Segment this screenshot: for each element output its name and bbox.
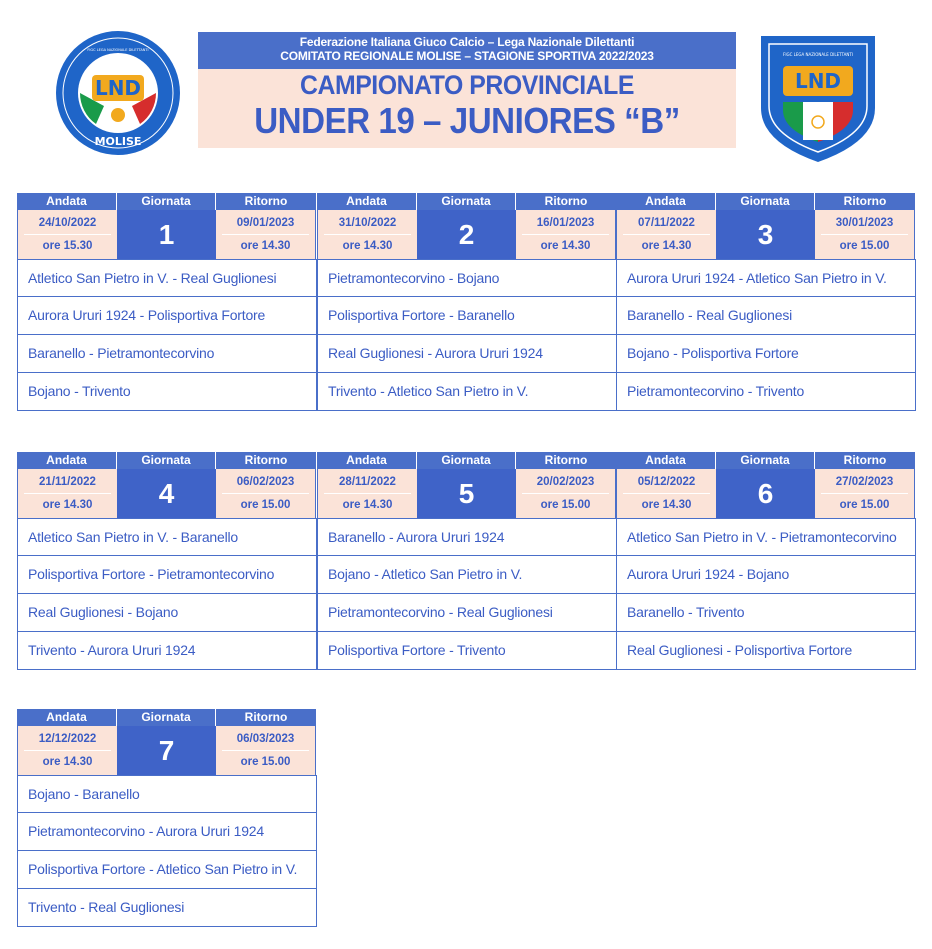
- giornata-header: Giornata: [716, 193, 815, 210]
- andata-date: 24/10/2022: [38, 217, 97, 229]
- ritorno-time: ore 14.30: [540, 240, 591, 252]
- andata-cell: [317, 210, 417, 259]
- andata-time: ore 14.30: [42, 499, 93, 511]
- match-row: Polisportiva Fortore - Baranello: [317, 297, 617, 335]
- andata-header: Andata: [317, 452, 417, 469]
- match-row: Pietramontecorvino - Trivento: [616, 373, 916, 411]
- match-row: Bojano - Polisportiva Fortore: [616, 335, 916, 373]
- match-row: Pietramontecorvino - Real Guglionesi: [317, 594, 617, 632]
- andata-date: 31/10/2022: [338, 217, 397, 229]
- match-row: Trivento - Real Guglionesi: [17, 889, 317, 927]
- giornata-number: 4: [117, 469, 216, 518]
- round-header: [317, 193, 617, 210]
- match-row: Aurora Ururi 1924 - Polisportiva Fortore: [17, 297, 317, 335]
- round-header: [17, 193, 317, 210]
- andata-time: ore 14.30: [641, 240, 692, 252]
- ritorno-date: 09/01/2023: [236, 217, 295, 229]
- federation-line2: COMITATO REGIONALE MOLISE – STAGIONE SPORTIVA 2022/2023: [280, 49, 654, 63]
- ritorno-cell: [216, 726, 316, 775]
- match-row: Real Guglionesi - Aurora Ururi 1924: [317, 335, 617, 373]
- round-header: [17, 709, 317, 726]
- andata-header: Andata: [317, 193, 417, 210]
- round-2: [317, 193, 617, 411]
- ritorno-cell: [216, 210, 316, 259]
- round-dates: [616, 469, 916, 518]
- andata-date: 21/11/2022: [39, 476, 96, 488]
- ritorno-time: ore 14.30: [240, 240, 291, 252]
- andata-time: ore 14.30: [342, 499, 393, 511]
- andata-cell: [616, 469, 716, 518]
- giornata-number: 2: [417, 210, 516, 259]
- giornata-header: Giornata: [117, 452, 216, 469]
- round-dates: [17, 210, 317, 259]
- giornata-header: Giornata: [716, 452, 815, 469]
- svg-text:MOLISE: MOLISE: [94, 135, 142, 148]
- match-row: Polisportiva Fortore - Trivento: [317, 632, 617, 670]
- andata-date: 05/12/2022: [637, 476, 696, 488]
- ritorno-header: Ritorno: [216, 452, 316, 469]
- round-dates: [17, 726, 317, 775]
- giornata-header: Giornata: [417, 193, 516, 210]
- ritorno-header: Ritorno: [216, 709, 316, 726]
- round-header: [317, 452, 617, 469]
- match-row: Polisportiva Fortore - Atletico San Pietro in V.: [17, 851, 317, 889]
- match-row: Pietramontecorvino - Bojano: [317, 259, 617, 297]
- ritorno-time: ore 15.00: [839, 499, 890, 511]
- ritorno-cell: [815, 469, 915, 518]
- ritorno-cell: [216, 469, 316, 518]
- ritorno-time: ore 15.00: [240, 756, 291, 768]
- andata-header: Andata: [616, 452, 716, 469]
- ritorno-time: ore 15.00: [540, 499, 591, 511]
- ritorno-date: 20/02/2023: [536, 476, 595, 488]
- ritorno-date: 30/01/2023: [835, 217, 894, 229]
- ritorno-cell: [815, 210, 915, 259]
- championship-title: CAMPIONATO PROVINCIALE: [300, 70, 634, 100]
- match-row: Baranello - Pietramontecorvino: [17, 335, 317, 373]
- federation-line1: Federazione Italiana Giuco Calcio – Lega Nazionale Dilettanti: [299, 35, 635, 49]
- andata-time: ore 15.30: [42, 240, 93, 252]
- round-dates: [17, 469, 317, 518]
- federation-band: [198, 32, 736, 69]
- match-row: Aurora Ururi 1924 - Atletico San Pietro in V.: [616, 259, 916, 297]
- lnd-shield-logo: [757, 30, 879, 166]
- match-row: Aurora Ururi 1924 - Bojano: [616, 556, 916, 594]
- match-row: Bojano - Trivento: [17, 373, 317, 411]
- svg-text:LND: LND: [794, 69, 842, 93]
- match-row: Atletico San Pietro in V. - Pietramontecorvino: [616, 518, 916, 556]
- andata-date: 12/12/2022: [38, 733, 97, 745]
- svg-text:FIGC LEGA NAZIONALE DILETTANTI: FIGC LEGA NAZIONALE DILETTANTI: [783, 52, 853, 57]
- round-7: [17, 709, 317, 927]
- round-header: [17, 452, 317, 469]
- giornata-number: 7: [117, 726, 216, 775]
- giornata-number: 1: [117, 210, 216, 259]
- match-row: Bojano - Atletico San Pietro in V.: [317, 556, 617, 594]
- andata-date: 28/11/2022: [339, 476, 396, 488]
- andata-cell: [317, 469, 417, 518]
- ritorno-header: Ritorno: [815, 193, 915, 210]
- svg-text:FIGC LEGA NAZIONALE DILETTANTI: FIGC LEGA NAZIONALE DILETTANTI: [87, 48, 149, 52]
- ritorno-cell: [516, 210, 616, 259]
- round-header: [616, 193, 916, 210]
- match-row: Trivento - Aurora Ururi 1924: [17, 632, 317, 670]
- ritorno-header: Ritorno: [216, 193, 316, 210]
- match-row: Baranello - Trivento: [616, 594, 916, 632]
- andata-cell: [17, 469, 117, 518]
- title-box: [198, 32, 736, 148]
- andata-header: Andata: [17, 452, 117, 469]
- match-row: Baranello - Aurora Ururi 1924: [317, 518, 617, 556]
- match-row: Pietramontecorvino - Aurora Ururi 1924: [17, 813, 317, 851]
- category-title: UNDER 19 – JUNIORES “B”: [254, 100, 680, 141]
- round-5: [317, 452, 617, 670]
- andata-time: ore 14.30: [42, 756, 93, 768]
- giornata-header: Giornata: [417, 452, 516, 469]
- andata-cell: [17, 210, 117, 259]
- svg-text:LND: LND: [94, 76, 142, 100]
- match-row: Atletico San Pietro in V. - Baranello: [17, 518, 317, 556]
- giornata-number: 5: [417, 469, 516, 518]
- round-4: [17, 452, 317, 670]
- ritorno-header: Ritorno: [815, 452, 915, 469]
- ritorno-date: 27/02/2023: [835, 476, 894, 488]
- lnd-molise-logo: [56, 31, 180, 155]
- match-row: Atletico San Pietro in V. - Real Guglionesi: [17, 259, 317, 297]
- round-dates: [317, 469, 617, 518]
- round-header: [616, 452, 916, 469]
- match-row: Real Guglionesi - Bojano: [17, 594, 317, 632]
- andata-cell: [17, 726, 117, 775]
- andata-cell: [616, 210, 716, 259]
- round-dates: [317, 210, 617, 259]
- match-row: Polisportiva Fortore - Pietramontecorvino: [17, 556, 317, 594]
- ritorno-cell: [516, 469, 616, 518]
- giornata-number: 6: [716, 469, 815, 518]
- match-row: Bojano - Baranello: [17, 775, 317, 813]
- match-row: Trivento - Atletico San Pietro in V.: [317, 373, 617, 411]
- ritorno-date: 06/02/2023: [236, 476, 295, 488]
- match-row: Baranello - Real Guglionesi: [616, 297, 916, 335]
- andata-header: Andata: [17, 193, 117, 210]
- ritorno-header: Ritorno: [516, 193, 616, 210]
- andata-time: ore 14.30: [342, 240, 393, 252]
- giornata-header: Giornata: [117, 193, 216, 210]
- round-6: [616, 452, 916, 670]
- ritorno-date: 16/01/2023: [536, 217, 595, 229]
- andata-header: Andata: [17, 709, 117, 726]
- round-1: [17, 193, 317, 411]
- ritorno-date: 06/03/2023: [236, 733, 295, 745]
- match-row: Real Guglionesi - Polisportiva Fortore: [616, 632, 916, 670]
- round-dates: [616, 210, 916, 259]
- andata-header: Andata: [616, 193, 716, 210]
- giornata-header: Giornata: [117, 709, 216, 726]
- andata-date: 07/11/2022: [638, 217, 695, 229]
- ritorno-time: ore 15.00: [240, 499, 291, 511]
- championship-band: [198, 69, 736, 148]
- ritorno-header: Ritorno: [516, 452, 616, 469]
- round-3: [616, 193, 916, 411]
- ritorno-time: ore 15.00: [839, 240, 890, 252]
- andata-time: ore 14.30: [641, 499, 692, 511]
- giornata-number: 3: [716, 210, 815, 259]
